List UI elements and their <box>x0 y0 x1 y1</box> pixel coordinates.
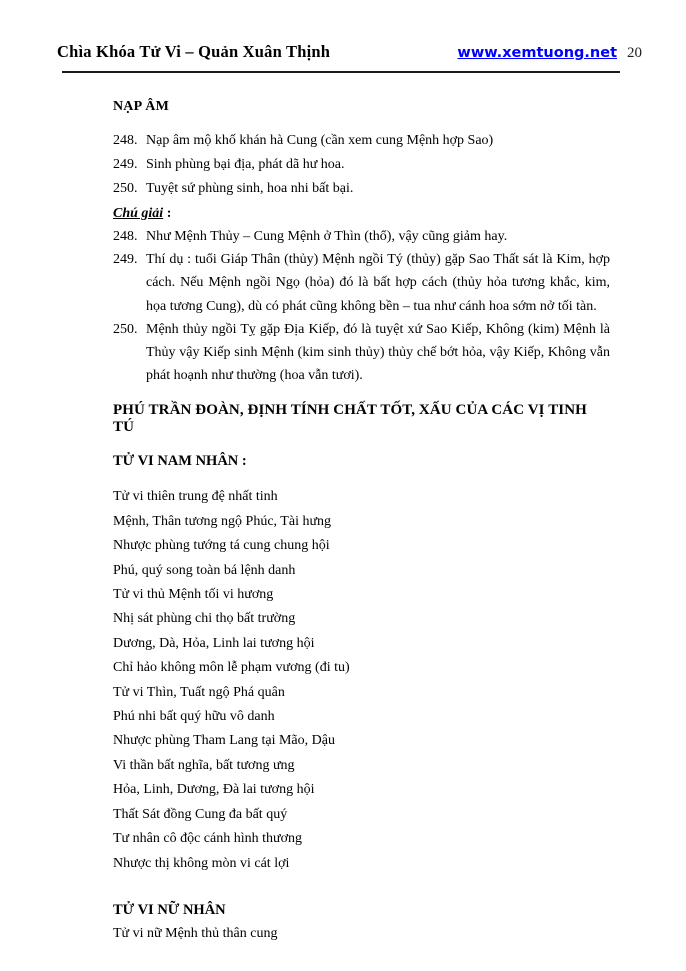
chu-giai-heading <box>113 202 610 225</box>
item-text: Nạp âm mộ khố khán hà Cung (cần xem cung Mệnh hợp Sao) <box>146 133 494 148</box>
verse-line: Phú nhi bất quý hữu vô danh <box>113 709 275 725</box>
note-text: Thí dụ : tuổi Giáp Thân (thủy) Mệnh ngồi Tý (thủy) gặp Sao Thất sát là Kim, hợp cách. Nếu Mệnh ngồi Ngọ (hỏa) đó là bất hợp cách (thủy hỏa tương khắc, kim, họa tương Cung), dù có phát cũng không bền – tua như cánh hoa sớm nở tối tàn. <box>146 252 610 314</box>
note-paragraph <box>113 248 610 318</box>
verse-line: Tử vi nữ Mệnh thủ thân cung <box>113 925 278 941</box>
verse-line: Phú, quý song toàn bá lệnh danh <box>113 562 296 578</box>
document-content <box>113 99 610 946</box>
verse-line: Tư nhân cô độc cánh hình thương <box>113 831 302 847</box>
header-rule <box>62 71 620 73</box>
item-number: 249. <box>113 252 138 268</box>
item-text: Tuyệt sứ phùng sinh, hoa nhi bất bại. <box>146 181 354 196</box>
verse-line: Hỏa, Linh, Dương, Đà lai tương hội <box>113 782 315 798</box>
item-number: 250. <box>113 321 138 337</box>
verse-line: Tử vi thủ Mệnh tối vi hương <box>113 587 274 603</box>
page-header <box>57 42 642 62</box>
chu-giai-colon: : <box>163 206 172 221</box>
note-paragraph <box>113 318 610 388</box>
note-text: Như Mệnh Thủy – Cung Mệnh ở Thìn (thổ), vậy cũng giảm hay. <box>146 229 508 244</box>
section-heading-phu-tran-doan: PHÚ TRẦN ĐOÀN, ĐỊNH TÍNH CHẤT TỐT, XẤU CỦA CÁC VỊ TINH TÚ <box>113 402 587 436</box>
verse-line: Mệnh, Thân tương ngộ Phúc, Tài hưng <box>113 513 332 529</box>
verse-line: Dương, Dà, Hỏa, Linh lai tương hội <box>113 635 315 651</box>
verse-line: Chỉ hảo không môn lễ phạm vương (đi tu) <box>113 660 350 676</box>
verse-line: Nhược phùng tướng tá cung chung hội <box>113 538 330 554</box>
list-item <box>113 177 610 201</box>
item-text: Sinh phùng bại địa, phát dã hư hoa. <box>146 157 345 172</box>
verse-line: Nhược phùng Tham Lang tại Mão, Dậu <box>113 733 335 749</box>
section-heading-nam-nhan: TỬ VI NAM NHÂN : <box>113 453 247 470</box>
item-number: 250. <box>113 181 138 196</box>
item-number: 248. <box>113 133 138 148</box>
verse-line: Tử vi Thìn, Tuất ngộ Phá quân <box>113 684 285 700</box>
nam-nhan-verse <box>113 485 610 876</box>
verse-line: Nhược thị không mòn vi cát lợi <box>113 855 290 871</box>
verse-line: Vi thần bất nghĩa, bất tương ưng <box>113 757 295 773</box>
nu-nhan-section <box>113 898 610 946</box>
chu-giai-label: Chú giải <box>113 206 164 221</box>
list-item <box>113 153 610 177</box>
verse-line: Thất Sát đồng Cung đa bất quý <box>113 806 288 822</box>
item-number: 248. <box>113 229 138 244</box>
website-link[interactable]: www.xemtuong.net <box>457 45 617 61</box>
note-text: Mệnh thủy ngồi Tỵ gặp Địa Kiếp, đó là tuyệt xứ Sao Kiếp, Không (kim) Mệnh là Thủy vậy Kiếp sinh Mệnh (kim sinh thủy) thủy chế bớt hỏa, vậy Kiếp, Không vẫn phát hoạnh như thường (hoa vẫn tươi). <box>146 321 610 384</box>
page-number: 20 <box>627 45 642 61</box>
note-paragraph <box>113 225 610 248</box>
header-right <box>457 45 642 62</box>
section-heading-nu-nhan: TỬ VI NỮ NHÂN <box>113 901 226 918</box>
item-number: 249. <box>113 157 138 172</box>
document-title: Chìa Khóa Tử Vi – Quản Xuân Thịnh <box>57 42 331 61</box>
verse-line: Tử vi thiên trung đệ nhất tinh <box>113 489 278 505</box>
list-item <box>113 129 610 153</box>
section-heading-nap-am: NẠP ÂM <box>113 99 170 114</box>
verse-line: Nhị sát phùng chi thọ bất trường <box>113 611 296 627</box>
